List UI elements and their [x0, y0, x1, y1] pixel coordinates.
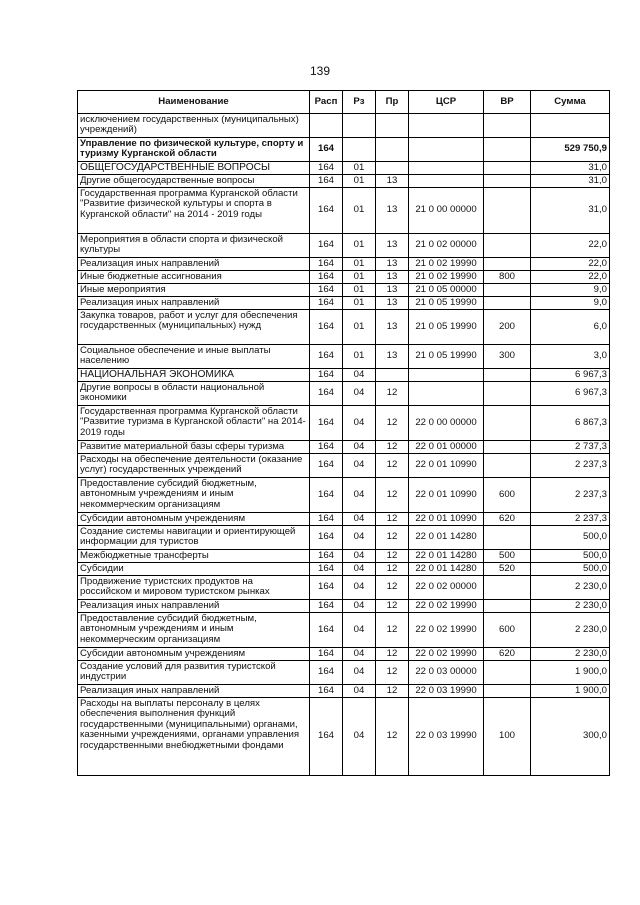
table-row [78, 478, 610, 513]
cell-csr: 22 0 02 19990 [409, 600, 484, 613]
cell-pr [376, 114, 409, 138]
table-row [78, 613, 610, 648]
cell-name: Развитие материальной базы сферы туризма [78, 441, 310, 454]
cell-vr [484, 258, 531, 271]
cell-pr: 13 [376, 175, 409, 188]
cell-vr [484, 138, 531, 162]
cell-pr: 12 [376, 513, 409, 526]
cell-rz: 01 [343, 258, 376, 271]
cell-rz: 04 [343, 685, 376, 698]
cell-sum: 2 237,3 [531, 513, 610, 526]
cell-pr: 12 [376, 648, 409, 661]
table-row [78, 310, 610, 345]
cell-sum: 6,0 [531, 310, 610, 345]
cell-rz: 01 [343, 188, 376, 234]
cell-csr [409, 369, 484, 382]
cell-rasp: 164 [310, 648, 343, 661]
cell-csr: 21 0 05 00000 [409, 284, 484, 297]
table-row [78, 345, 610, 369]
table-row [78, 175, 610, 188]
cell-pr [376, 138, 409, 162]
table-row [78, 297, 610, 310]
cell-vr [484, 369, 531, 382]
cell-vr [484, 454, 531, 478]
cell-vr [484, 297, 531, 310]
cell-vr [484, 234, 531, 258]
cell-pr: 13 [376, 345, 409, 369]
cell-rasp: 164 [310, 441, 343, 454]
table-row [78, 382, 610, 406]
cell-rz: 04 [343, 648, 376, 661]
cell-csr [409, 138, 484, 162]
cell-rasp: 164 [310, 478, 343, 513]
cell-pr: 12 [376, 406, 409, 441]
cell-pr: 12 [376, 526, 409, 550]
table-row [78, 526, 610, 550]
cell-vr: 620 [484, 648, 531, 661]
cell-rz [343, 114, 376, 138]
table-row [78, 550, 610, 563]
cell-pr: 13 [376, 271, 409, 284]
cell-pr: 13 [376, 297, 409, 310]
cell-pr: 12 [376, 478, 409, 513]
cell-csr: 22 0 03 19990 [409, 685, 484, 698]
page-number: 139 [309, 64, 331, 78]
cell-vr: 100 [484, 698, 531, 776]
cell-rz: 01 [343, 345, 376, 369]
cell-vr [484, 188, 531, 234]
header-row [78, 91, 610, 114]
cell-vr: 500 [484, 550, 531, 563]
cell-vr: 620 [484, 513, 531, 526]
cell-rz: 04 [343, 441, 376, 454]
header-name: Наименование [78, 91, 310, 114]
cell-name: Социальное обеспечение и иные выплаты населению [78, 345, 310, 369]
table-row [78, 441, 610, 454]
cell-csr [409, 382, 484, 406]
cell-name: Другие вопросы в области национальной экономики [78, 382, 310, 406]
cell-vr [484, 441, 531, 454]
cell-vr: 800 [484, 271, 531, 284]
cell-csr: 21 0 05 19990 [409, 310, 484, 345]
cell-name: Другие общегосударственные вопросы [78, 175, 310, 188]
table-row [78, 369, 610, 382]
cell-name: Государственная программа Курганской области "Развитие туризма в Курганской области" на 2014-2019 годы [78, 406, 310, 441]
cell-rasp: 164 [310, 576, 343, 600]
table-row [78, 661, 610, 685]
cell-pr [376, 369, 409, 382]
cell-name: исключением государственных (муниципальных) учреждений) [78, 114, 310, 138]
cell-rasp: 164 [310, 138, 343, 162]
table-row [78, 271, 610, 284]
cell-rz: 04 [343, 478, 376, 513]
cell-name: Реализация иных направлений [78, 685, 310, 698]
table-row [78, 138, 610, 162]
cell-name: Предоставление субсидий бюджетным, автономным учреждениям и иным некоммерческим организациям [78, 613, 310, 648]
cell-csr: 22 0 01 00000 [409, 441, 484, 454]
cell-sum: 500,0 [531, 550, 610, 563]
cell-csr: 22 0 01 14280 [409, 526, 484, 550]
cell-pr: 12 [376, 661, 409, 685]
cell-rasp: 164 [310, 526, 343, 550]
cell-vr [484, 526, 531, 550]
table-row [78, 284, 610, 297]
cell-sum: 22,0 [531, 234, 610, 258]
cell-name: Мероприятия в области спорта и физической культуры [78, 234, 310, 258]
cell-rz: 04 [343, 661, 376, 685]
cell-vr: 300 [484, 345, 531, 369]
cell-rz: 01 [343, 297, 376, 310]
cell-rz: 04 [343, 613, 376, 648]
cell-rasp: 164 [310, 698, 343, 776]
cell-name: Реализация иных направлений [78, 600, 310, 613]
cell-csr: 21 0 05 19990 [409, 345, 484, 369]
cell-sum: 9,0 [531, 297, 610, 310]
cell-vr [484, 162, 531, 175]
cell-rz: 04 [343, 600, 376, 613]
cell-csr: 21 0 02 19990 [409, 258, 484, 271]
cell-pr: 12 [376, 563, 409, 576]
cell-sum: 500,0 [531, 563, 610, 576]
cell-rasp: 164 [310, 284, 343, 297]
cell-rz: 01 [343, 284, 376, 297]
cell-name: Создание условий для развития туристской индустрии [78, 661, 310, 685]
cell-pr: 13 [376, 310, 409, 345]
cell-sum: 22,0 [531, 258, 610, 271]
cell-csr: 21 0 00 00000 [409, 188, 484, 234]
cell-rasp: 164 [310, 613, 343, 648]
cell-name: Государственная программа Курганской области "Развитие физической культуры и спорта в Курганской области" на 2014 - 2019 годы [78, 188, 310, 234]
cell-rasp: 164 [310, 685, 343, 698]
table-row [78, 513, 610, 526]
cell-rasp: 164 [310, 513, 343, 526]
cell-sum: 2 737,3 [531, 441, 610, 454]
cell-pr: 12 [376, 441, 409, 454]
cell-sum: 500,0 [531, 526, 610, 550]
table-row [78, 685, 610, 698]
cell-name: НАЦИОНАЛЬНАЯ ЭКОНОМИКА [78, 369, 310, 382]
cell-pr: 13 [376, 188, 409, 234]
cell-rasp: 164 [310, 188, 343, 234]
cell-sum: 6 967,3 [531, 369, 610, 382]
budget-table [77, 90, 610, 776]
cell-name: Расходы на обеспечение деятельности (оказание услуг) государственных учреждений [78, 454, 310, 478]
cell-csr: 21 0 02 00000 [409, 234, 484, 258]
header-rasp: Расп [310, 91, 343, 114]
cell-sum: 2 230,0 [531, 576, 610, 600]
cell-csr [409, 114, 484, 138]
cell-sum [531, 114, 610, 138]
cell-rz: 01 [343, 271, 376, 284]
cell-csr: 22 0 00 00000 [409, 406, 484, 441]
cell-rz: 04 [343, 563, 376, 576]
cell-pr [376, 162, 409, 175]
cell-rz: 04 [343, 382, 376, 406]
cell-vr: 600 [484, 478, 531, 513]
cell-pr: 12 [376, 454, 409, 478]
cell-rasp [310, 114, 343, 138]
cell-sum: 1 900,0 [531, 661, 610, 685]
cell-rz: 04 [343, 698, 376, 776]
cell-csr: 22 0 03 19990 [409, 698, 484, 776]
cell-csr: 22 0 02 19990 [409, 613, 484, 648]
cell-rasp: 164 [310, 175, 343, 188]
cell-rz: 04 [343, 576, 376, 600]
cell-sum: 529 750,9 [531, 138, 610, 162]
cell-name: Межбюджетные трансферты [78, 550, 310, 563]
cell-rasp: 164 [310, 600, 343, 613]
cell-vr [484, 284, 531, 297]
cell-name: Субсидии [78, 563, 310, 576]
cell-pr: 12 [376, 600, 409, 613]
cell-sum: 6 867,3 [531, 406, 610, 441]
cell-rasp: 164 [310, 661, 343, 685]
cell-rasp: 164 [310, 162, 343, 175]
cell-vr [484, 685, 531, 698]
cell-sum: 31,0 [531, 188, 610, 234]
cell-csr: 22 0 01 10990 [409, 478, 484, 513]
cell-vr [484, 576, 531, 600]
table-row [78, 576, 610, 600]
cell-csr [409, 175, 484, 188]
cell-rasp: 164 [310, 297, 343, 310]
table-row [78, 234, 610, 258]
cell-vr [484, 114, 531, 138]
cell-sum: 2 230,0 [531, 613, 610, 648]
cell-sum: 9,0 [531, 284, 610, 297]
cell-rz: 04 [343, 406, 376, 441]
cell-name: Управление по физической культуре, спорту и туризму Курганской области [78, 138, 310, 162]
table-row [78, 454, 610, 478]
header-rz: Рз [343, 91, 376, 114]
cell-rasp: 164 [310, 550, 343, 563]
cell-csr [409, 162, 484, 175]
cell-rz: 01 [343, 234, 376, 258]
table-row [78, 258, 610, 271]
cell-vr [484, 175, 531, 188]
cell-name: Субсидии автономным учреждениям [78, 648, 310, 661]
cell-name: ОБЩЕГОСУДАРСТВЕННЫЕ ВОПРОСЫ [78, 162, 310, 175]
cell-vr [484, 382, 531, 406]
cell-pr: 12 [376, 698, 409, 776]
cell-pr: 12 [376, 613, 409, 648]
cell-pr: 12 [376, 685, 409, 698]
cell-rz: 04 [343, 526, 376, 550]
cell-rz: 01 [343, 310, 376, 345]
cell-rasp: 164 [310, 563, 343, 576]
table-row [78, 406, 610, 441]
cell-pr: 13 [376, 234, 409, 258]
cell-sum: 2 237,3 [531, 454, 610, 478]
cell-name: Реализация иных направлений [78, 297, 310, 310]
cell-sum: 6 967,3 [531, 382, 610, 406]
cell-rz: 01 [343, 162, 376, 175]
cell-vr [484, 661, 531, 685]
cell-vr [484, 600, 531, 613]
cell-csr: 22 0 03 00000 [409, 661, 484, 685]
cell-name: Расходы на выплаты персоналу в целях обеспечения выполнения функций государственными (муниципальными) органами, казенными учреждениями, органами управления государственными внебюджетными фондами [78, 698, 310, 776]
cell-name: Закупка товаров, работ и услуг для обеспечения государственных (муниципальных) нужд [78, 310, 310, 345]
cell-rz: 01 [343, 175, 376, 188]
cell-pr: 13 [376, 284, 409, 297]
cell-csr: 22 0 01 10990 [409, 454, 484, 478]
cell-name: Субсидии автономным учреждениям [78, 513, 310, 526]
cell-csr: 22 0 01 10990 [409, 513, 484, 526]
cell-sum: 300,0 [531, 698, 610, 776]
cell-name: Реализация иных направлений [78, 258, 310, 271]
cell-name: Создание системы навигации и ориентирующей информации для туристов [78, 526, 310, 550]
cell-vr [484, 406, 531, 441]
cell-rasp: 164 [310, 369, 343, 382]
cell-csr: 22 0 01 14280 [409, 563, 484, 576]
cell-pr: 12 [376, 382, 409, 406]
cell-rz: 04 [343, 369, 376, 382]
cell-sum: 1 900,0 [531, 685, 610, 698]
cell-sum: 2 230,0 [531, 648, 610, 661]
cell-sum: 2 230,0 [531, 600, 610, 613]
table-row [78, 563, 610, 576]
cell-rz: 04 [343, 513, 376, 526]
cell-pr: 12 [376, 550, 409, 563]
cell-pr: 13 [376, 258, 409, 271]
cell-rasp: 164 [310, 234, 343, 258]
cell-rasp: 164 [310, 258, 343, 271]
cell-rasp: 164 [310, 345, 343, 369]
cell-csr: 22 0 02 19990 [409, 648, 484, 661]
header-pr: Пр [376, 91, 409, 114]
table-row [78, 162, 610, 175]
cell-name: Продвижение туристских продуктов на российском и мировом туристском рынках [78, 576, 310, 600]
header-csr: ЦСР [409, 91, 484, 114]
cell-csr: 21 0 02 19990 [409, 271, 484, 284]
cell-rasp: 164 [310, 382, 343, 406]
table-row [78, 600, 610, 613]
cell-pr: 12 [376, 576, 409, 600]
table-row [78, 698, 610, 776]
cell-sum: 2 237,3 [531, 478, 610, 513]
cell-sum: 3,0 [531, 345, 610, 369]
cell-csr: 21 0 05 19990 [409, 297, 484, 310]
cell-name: Предоставление субсидий бюджетным, автономным учреждениям и иным некоммерческим организациям [78, 478, 310, 513]
cell-vr: 520 [484, 563, 531, 576]
table-row [78, 648, 610, 661]
cell-rz: 04 [343, 550, 376, 563]
cell-rz: 04 [343, 454, 376, 478]
header-vr: ВР [484, 91, 531, 114]
cell-rasp: 164 [310, 454, 343, 478]
table-row [78, 114, 610, 138]
cell-rasp: 164 [310, 406, 343, 441]
cell-vr: 200 [484, 310, 531, 345]
table-row [78, 188, 610, 234]
cell-name: Иные бюджетные ассигнования [78, 271, 310, 284]
cell-vr: 600 [484, 613, 531, 648]
cell-csr: 22 0 02 00000 [409, 576, 484, 600]
cell-csr: 22 0 01 14280 [409, 550, 484, 563]
cell-rasp: 164 [310, 271, 343, 284]
header-sum: Сумма [531, 91, 610, 114]
table-body [78, 114, 610, 776]
cell-rasp: 164 [310, 310, 343, 345]
cell-name: Иные мероприятия [78, 284, 310, 297]
cell-sum: 22,0 [531, 271, 610, 284]
cell-sum: 31,0 [531, 162, 610, 175]
cell-rz [343, 138, 376, 162]
cell-sum: 31,0 [531, 175, 610, 188]
